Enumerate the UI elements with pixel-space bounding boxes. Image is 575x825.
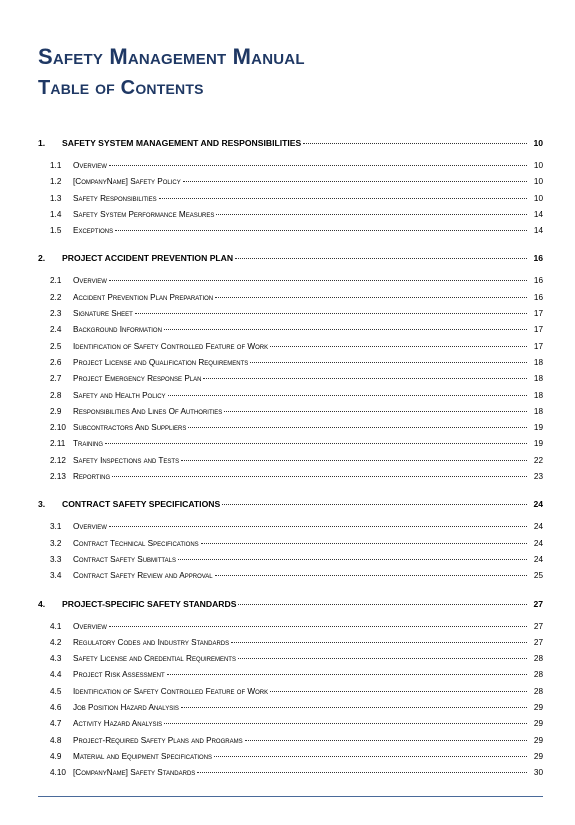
toc-entry-number: 4.4 [50,670,62,680]
toc-entry-page: 16 [533,292,543,302]
toc-entry-number: 1.1 [50,161,62,170]
toc-entry-number: 4.5 [50,686,62,696]
dot-leader [235,258,527,259]
toc-entry-title: Project Emergency Response Plan [73,374,202,384]
toc-entry[interactable] [38,274,543,290]
toc-entry-title: Overview [73,621,107,631]
toc-entry-page: 24 [533,522,543,532]
toc-entry-title: Overview [73,276,107,286]
toc-entry-page: 17 [533,309,543,319]
toc-entry-number: 4.9 [50,751,62,761]
dot-leader [164,329,527,330]
toc-entry[interactable] [38,389,543,405]
toc-entry-page: 18 [533,374,543,384]
toc-entry[interactable] [38,192,543,208]
toc-entry-page: 14 [533,226,543,236]
dot-leader [109,280,527,281]
dot-leader [168,395,527,396]
document-subtitle: Table of Contents [38,77,204,99]
toc-entry-title: Safety and Health Policy [73,390,166,400]
dot-leader [245,740,527,741]
toc-entry-title: [CompanyName] Safety Policy [73,177,181,187]
toc-entry-title: Activity Hazard Analysis [73,719,163,729]
toc-subsection-list [38,620,543,783]
toc-entry[interactable] [38,734,543,750]
dot-leader [178,559,527,560]
toc-entry-page: 27 [533,621,543,631]
toc-entry[interactable] [38,537,543,553]
toc-entry[interactable] [38,175,543,191]
toc-entry[interactable] [38,470,543,486]
dot-leader [215,297,527,298]
toc-entry-title: Reporting [73,472,111,482]
toc-entry-title: Contract Technical Specifications [73,538,199,548]
toc-entry-number: 1.2 [50,177,62,187]
toc-entry[interactable] [38,553,543,569]
toc-entry-title: Material and Equipment Specifications [73,751,213,761]
toc-entry-number: 2.3 [50,309,62,319]
toc-entry-page: 18 [533,390,543,400]
toc-entry-number: 1.5 [50,226,62,236]
dot-leader [109,165,527,166]
toc-entry-page: 14 [533,209,543,219]
toc-entry-title: Safety Responsibilities [73,193,157,203]
toc-entry-page: 24 [533,538,543,548]
dot-leader [270,346,527,347]
dot-leader [303,143,527,144]
toc-entry-page: 17 [533,325,543,335]
toc-entry[interactable] [38,454,543,470]
toc-entry-number: 2.10 [50,423,66,433]
toc-entry[interactable] [38,421,543,437]
toc-entry[interactable] [38,307,543,323]
table-of-contents [38,132,543,783]
dot-leader [203,378,527,379]
dot-leader [115,230,527,231]
toc-subsection-list [38,159,543,240]
toc-entry-title: Contract Safety Submittals [73,554,176,564]
dot-leader [250,362,527,363]
dot-leader [215,575,527,576]
toc-entry-number: 2.7 [50,374,62,384]
toc-section-number: 2. [38,253,46,264]
toc-entry-page: 10 [533,193,543,203]
toc-entry-number: 2.12 [50,455,66,465]
dot-leader [270,691,527,692]
toc-entry[interactable] [38,569,543,585]
dot-leader [214,756,527,757]
dot-leader [188,427,527,428]
toc-entry-number: 2.9 [50,406,62,416]
toc-entry-number: 4.1 [50,621,62,631]
toc-entry-page: 27 [533,637,543,647]
toc-entry-number: 2.8 [50,390,62,400]
toc-entry-number: 2.5 [50,341,62,351]
toc-section-title: SAFETY SYSTEM MANAGEMENT AND RESPONSIBILITIES [62,138,302,148]
toc-entry-title: Responsibilities And Lines Of Authorities [73,406,223,416]
toc-section-page: 24 [533,499,543,510]
toc-section-number: 1. [38,138,46,148]
toc-entry-number: 3.2 [50,538,62,548]
toc-entry-title: Regulatory Codes and Industry Standards [73,637,230,647]
toc-entry-title: Accident Prevention Plan Preparation [73,292,214,302]
toc-entry-page: 25 [533,571,543,581]
dot-leader [135,313,527,314]
toc-section-1[interactable] [38,133,543,157]
toc-entry[interactable] [38,356,543,372]
dot-leader [238,604,527,605]
toc-section-page: 16 [533,253,543,264]
dot-leader [181,460,527,461]
toc-entry-page: 18 [533,357,543,367]
toc-entry-page: 29 [533,751,543,761]
toc-section-number: 4. [38,598,46,609]
toc-entry-number: 2.11 [50,439,66,449]
toc-entry-number: 3.1 [50,522,62,532]
toc-entry-title: [CompanyName] Safety Standards [73,768,196,778]
dot-leader [167,674,527,675]
toc-entry-page: 28 [533,686,543,696]
toc-entry-page: 22 [533,455,543,465]
document-title: Safety Management Manual [38,44,305,69]
toc-entry-title: Job Position Hazard Analysis [73,703,179,713]
toc-entry-number: 4.3 [50,654,62,664]
toc-entry-title: Overview [73,161,107,170]
dot-leader [224,411,527,412]
toc-entry-page: 23 [533,472,543,482]
toc-entry-number: 1.3 [50,193,62,203]
toc-entry-title: Safety System Performance Measures [73,209,215,219]
footer-divider [38,796,543,797]
toc-entry-number: 4.10 [50,768,66,778]
toc-entry-number: 4.7 [50,719,62,729]
toc-section-3[interactable] [38,494,543,518]
toc-entry-number: 2.2 [50,292,62,302]
toc-entry-page: 19 [533,423,543,433]
dot-leader [222,504,527,505]
toc-entry-page: 19 [533,439,543,449]
toc-entry[interactable] [38,668,543,684]
toc-section-title: PROJECT-SPECIFIC SAFETY STANDARDS [62,598,237,609]
toc-entry[interactable] [38,620,543,636]
toc-entry-title: Project Risk Assessment [73,670,165,680]
toc-entry-number: 4.6 [50,703,62,713]
dot-leader [109,626,527,627]
toc-entry-number: 2.13 [50,472,66,482]
toc-entry-number: 3.3 [50,554,62,564]
dot-leader [164,723,527,724]
toc-entry-page: 10 [533,177,543,187]
toc-entry[interactable] [38,717,543,733]
toc-entry-title: Overview [73,522,107,532]
toc-entry[interactable] [38,766,543,782]
toc-entry-page: 10 [533,161,543,170]
toc-entry-page: 16 [533,276,543,286]
dot-leader [216,214,527,215]
toc-entry-number: 4.8 [50,735,62,745]
dot-leader [201,543,527,544]
toc-section-page: 10 [533,138,543,148]
toc-entry-title: Identification of Safety Controlled Feature of Work [73,686,269,696]
toc-entry[interactable] [38,750,543,766]
dot-leader [105,443,527,444]
toc-entry[interactable] [38,701,543,717]
toc-section-2[interactable] [38,248,543,272]
toc-subsection-list [38,520,543,585]
toc-entry-title: Project License and Qualification Requirements [73,357,249,367]
toc-section-number: 3. [38,499,46,510]
toc-section-4[interactable] [38,594,543,618]
dot-leader [159,198,527,199]
toc-entry-number: 2.4 [50,325,62,335]
toc-entry-number: 4.2 [50,637,62,647]
toc-entry-number: 2.1 [50,276,62,286]
toc-entry[interactable] [38,159,543,175]
dot-leader [109,526,527,527]
toc-entry-number: 3.4 [50,571,62,581]
toc-entry-page: 24 [533,554,543,564]
toc-entry[interactable] [38,437,543,453]
dot-leader [183,181,527,182]
toc-entry-number: 2.6 [50,357,62,367]
toc-entry[interactable] [38,520,543,536]
toc-entry[interactable] [38,685,543,701]
toc-entry-page: 28 [533,654,543,664]
dot-leader [112,476,527,477]
toc-entry-page: 30 [533,768,543,778]
toc-entry[interactable] [38,224,543,240]
toc-entry-page: 29 [533,703,543,713]
toc-entry-title: Training [73,439,104,449]
toc-entry-title: Safety License and Credential Requirements [73,654,236,664]
toc-entry-page: 29 [533,735,543,745]
toc-entry-title: Signature Sheet [73,309,133,319]
toc-entry[interactable] [38,405,543,421]
toc-entry-page: 17 [533,341,543,351]
toc-entry[interactable] [38,636,543,652]
toc-entry-title: Safety Inspections and Tests [73,455,180,465]
toc-entry-number: 1.4 [50,209,62,219]
toc-entry-page: 29 [533,719,543,729]
toc-entry[interactable] [38,208,543,224]
dot-leader [231,642,527,643]
toc-entry-page: 18 [533,406,543,416]
dot-leader [197,772,527,773]
toc-entry-title: Project-Required Safety Plans and Programs [73,735,243,745]
toc-entry-page: 28 [533,670,543,680]
dot-leader [181,707,527,708]
toc-entry-title: Exceptions [73,226,114,236]
toc-entry[interactable] [38,652,543,668]
toc-entry[interactable] [38,340,543,356]
toc-entry[interactable] [38,291,543,307]
toc-entry-title: Identification of Safety Controlled Feature of Work [73,341,269,351]
toc-entry[interactable] [38,323,543,339]
toc-section-page: 27 [533,598,543,609]
toc-entry[interactable] [38,372,543,388]
toc-section-title: PROJECT ACCIDENT PREVENTION PLAN [62,253,234,264]
toc-entry-title: Background Information [73,325,162,335]
toc-section-title: CONTRACT SAFETY SPECIFICATIONS [62,499,221,510]
toc-subsection-list [38,274,543,486]
dot-leader [238,658,527,659]
toc-entry-title: Subcontractors And Suppliers [73,423,187,433]
toc-entry-title: Contract Safety Review and Approval [73,571,213,581]
